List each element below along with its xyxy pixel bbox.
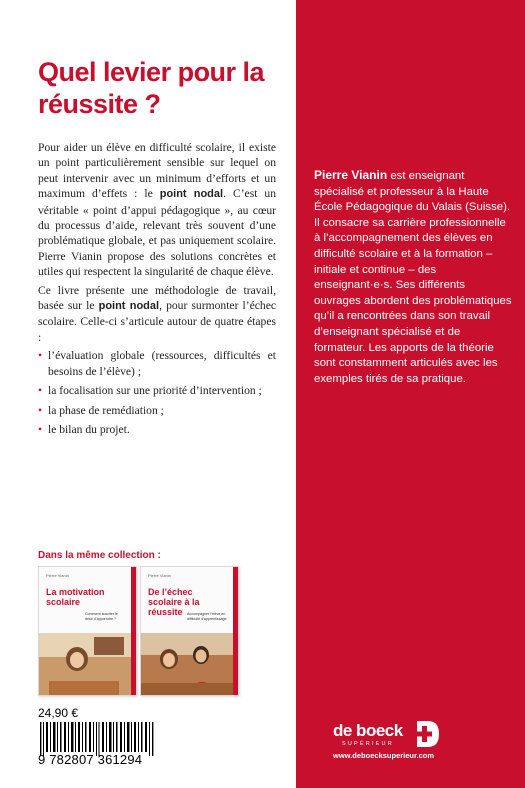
price: 24,90 € (38, 706, 79, 720)
book-title: La motivation scolaire (46, 587, 105, 607)
publisher-logo-word: de boeck (333, 721, 403, 740)
book-cover-echec-scolaire[interactable] (140, 566, 239, 696)
book-spine (131, 567, 136, 695)
book-author: Pierre Vianin (46, 573, 69, 578)
keyword-point-nodal: point nodal (159, 188, 224, 201)
book-cover-motivation[interactable] (38, 566, 137, 696)
book-photo-image (141, 633, 233, 695)
cover-title: Quel levier pour la réussite ? (38, 57, 265, 119)
paragraph-2: Ce livre présente une méthodologie de travail, basée sur le point nodal, pour surmonter l’échec scolaire. Celle-ci s’articule autour de quatre étapes : (38, 283, 276, 344)
barcode-image (38, 722, 156, 756)
list-item: • la focalisation sur une priorité d’intervention ; (38, 383, 276, 398)
publisher-d-icon (415, 719, 441, 749)
collection-label: Dans la même collection : (38, 550, 161, 561)
paragraph-1: Pour aider un élève en difficulté scolaire, il existe un point particulièrement sensible sur lequel on peut intervenir avec un minimum d’efforts et un maximum d’effets : le point nodal. C’est un véritable « point d’appui pédagogique », au cœur du processus d’aide, relevant très souvent d’une problématique globale, et pas uniquement scolaire. Pierre Vianin propose des solutions concrètes et utiles qui respectent la singularité de chaque élève. (38, 141, 277, 279)
book-title: De l’échec scolaire à la réussite (148, 587, 200, 617)
publisher-logo-sub: SUPÉRIEUR (342, 741, 394, 747)
isbn-number: 9 782807 361294 (38, 752, 143, 767)
publisher-logo (333, 717, 443, 751)
book-spine (233, 567, 238, 695)
author-bio (314, 168, 514, 387)
right-panel (296, 0, 525, 788)
author-name: Pierre Vianin (314, 168, 388, 182)
book-subtitle: Accompagner l’élève en difficulté d’apprentissage (187, 612, 227, 621)
book-author: Pierre Vianin (148, 573, 171, 578)
book-subtitle: Comment susciter le désir d’apprendre ? (85, 612, 118, 621)
author-bio-text: est enseignant spécialisé et professeur à la Haute École Pédagogique du Valais (Suisse). Il consacre sa carrière professionnelle à l’accompagnement des élèves en difficulté scolaire et à la formation – initiale et continue – des enseignant·e·s. Ses différents ouvrages abordent des problématiques qu’il a rencontrées dans son travail d’enseignant spécialisé et de formateur. Les apports de la théorie sont constamment articulés avec les exemples tirés de sa pratique. (314, 170, 512, 385)
keyword-point-nodal-2: point nodal (98, 300, 160, 313)
list-item: • la phase de remédiation ; (38, 403, 276, 418)
list-item: • l’évaluation globale (ressources, difficultés et besoins de l’élève) ; (38, 348, 276, 379)
book-photo-image (39, 633, 131, 695)
list-item: • le bilan du projet. (38, 422, 276, 437)
publisher-website[interactable]: www.deboecksuperieur.com (333, 751, 435, 760)
steps-list (38, 348, 276, 437)
back-cover-text (38, 140, 276, 441)
